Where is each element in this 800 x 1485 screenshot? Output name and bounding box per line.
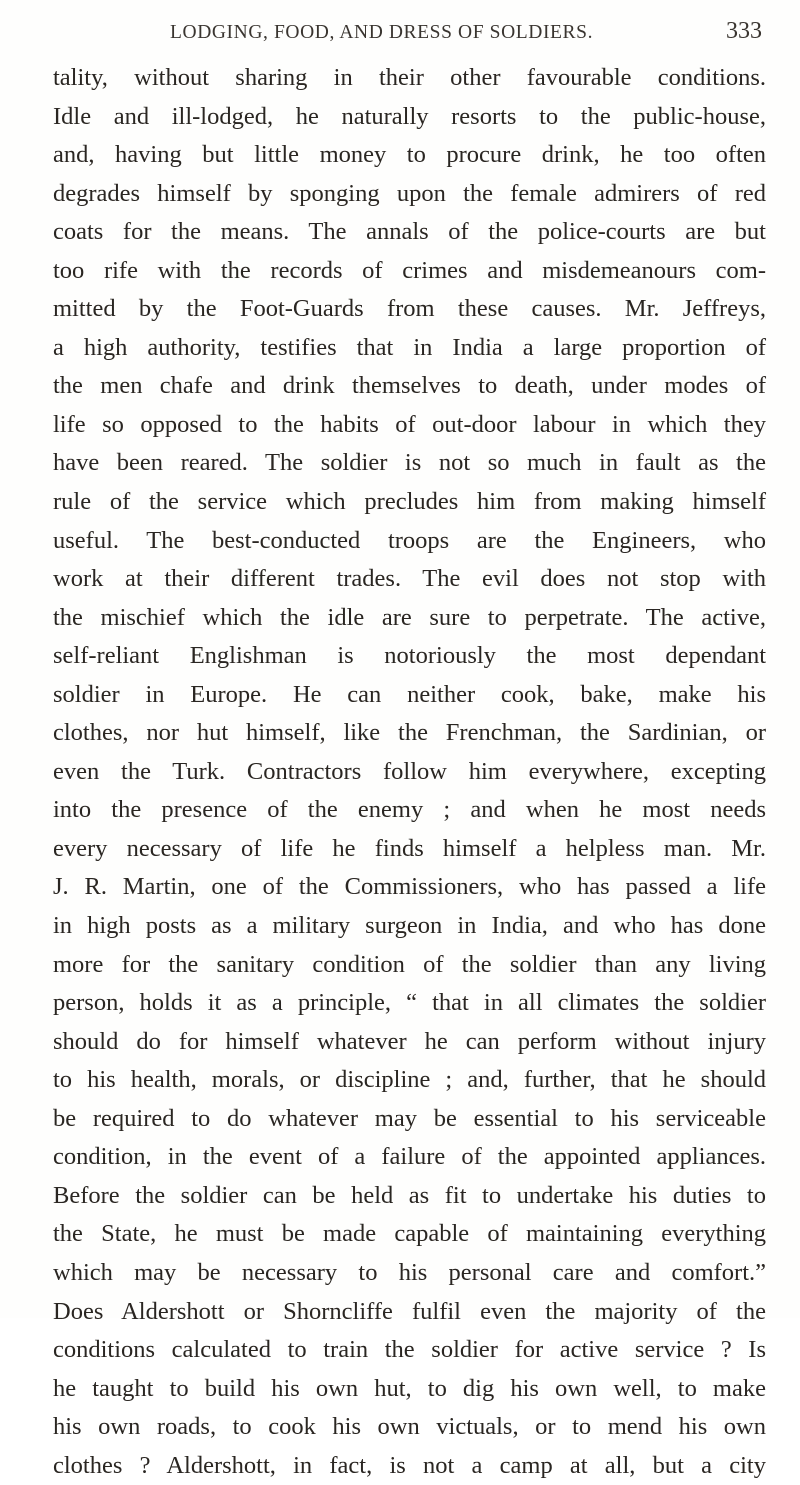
text-line: soldier in Europe. He can neither cook, bake, make his bbox=[53, 680, 766, 708]
text-line: and, having but little money to procure drink, he too often bbox=[53, 141, 766, 169]
text-line: life so opposed to the habits of out-door labour in which they bbox=[53, 410, 766, 438]
text-line: self-reliant Englishman is notoriously the most dependant bbox=[53, 642, 766, 670]
text-line: work at their different trades. The evil does not stop with bbox=[53, 565, 766, 593]
text-line: clothes ? Aldershott, in fact, is not a camp at all, but a city bbox=[53, 1451, 766, 1479]
text-line: to his health, morals, or discipline ; and, further, that he should bbox=[53, 1066, 766, 1094]
text-line: person, holds it as a principle, “ that in all climates the soldier bbox=[53, 989, 766, 1017]
text-line: mitted by the Foot-Guards from these causes. Mr. Jeffreys, bbox=[53, 295, 766, 323]
text-line: the men chafe and drink themselves to death, under modes of bbox=[53, 372, 766, 400]
text-line: be required to do whatever may be essential to his serviceable bbox=[53, 1104, 766, 1132]
text-line: even the Turk. Contractors follow him everywhere, excepting bbox=[53, 757, 766, 785]
text-line: Before the soldier can be held as fit to undertake his duties to bbox=[53, 1181, 766, 1209]
running-header bbox=[0, 14, 800, 48]
text-line: Does Aldershott or Shorncliffe fulfil even the majority of the bbox=[53, 1297, 766, 1325]
text-line: which may be necessary to his personal care and comfort.” bbox=[53, 1258, 766, 1286]
text-line: the State, he must be made capable of maintaining everything bbox=[53, 1220, 766, 1248]
text-line: a high authority, testifies that in India a large proportion of bbox=[53, 333, 766, 361]
text-line: every necessary of life he finds himself a helpless man. Mr. bbox=[53, 834, 766, 862]
text-line: condition, in the event of a failure of the appointed appliances. bbox=[53, 1143, 766, 1171]
body-text bbox=[53, 59, 793, 1485]
running-title: LODGING, FOOD, AND DRESS OF SOLDIERS. bbox=[170, 22, 594, 43]
text-line: have been reared. The soldier is not so much in fault as the bbox=[53, 449, 766, 477]
text-line: Idle and ill-lodged, he naturally resorts to the public-house, bbox=[53, 102, 766, 130]
page-number: 333 bbox=[726, 18, 762, 44]
text-line: degrades himself by sponging upon the female admirers of red bbox=[53, 179, 766, 207]
text-line: rule of the service which precludes him from making himself bbox=[53, 488, 766, 516]
text-line: useful. The best-conducted troops are the Engineers, who bbox=[53, 526, 766, 554]
text-line: tality, without sharing in their other favourable conditions. bbox=[53, 64, 766, 91]
text-line: too rife with the records of crimes and misdemeanours com- bbox=[53, 256, 766, 284]
text-line: clothes, nor hut himself, like the Frenchman, the Sardinian, or bbox=[53, 719, 766, 747]
text-line: in high posts as a military surgeon in India, and who has done bbox=[53, 912, 766, 940]
text-line: the mischief which the idle are sure to perpetrate. The active, bbox=[53, 603, 766, 631]
text-line: his own roads, to cook his own victuals, or to mend his own bbox=[53, 1413, 766, 1441]
text-line: should do for himself whatever he can perform without injury bbox=[53, 1027, 766, 1055]
text-line: J. R. Martin, one of the Commissioners, who has passed a life bbox=[53, 873, 766, 901]
text-line: conditions calculated to train the soldier for active service ? Is bbox=[53, 1336, 766, 1364]
text-line: into the presence of the enemy ; and when he most needs bbox=[53, 796, 766, 824]
text-line: he taught to build his own hut, to dig his own well, to make bbox=[53, 1374, 766, 1402]
text-line: coats for the means. The annals of the police-courts are but bbox=[53, 218, 766, 246]
text-line: more for the sanitary condition of the soldier than any living bbox=[53, 950, 766, 978]
